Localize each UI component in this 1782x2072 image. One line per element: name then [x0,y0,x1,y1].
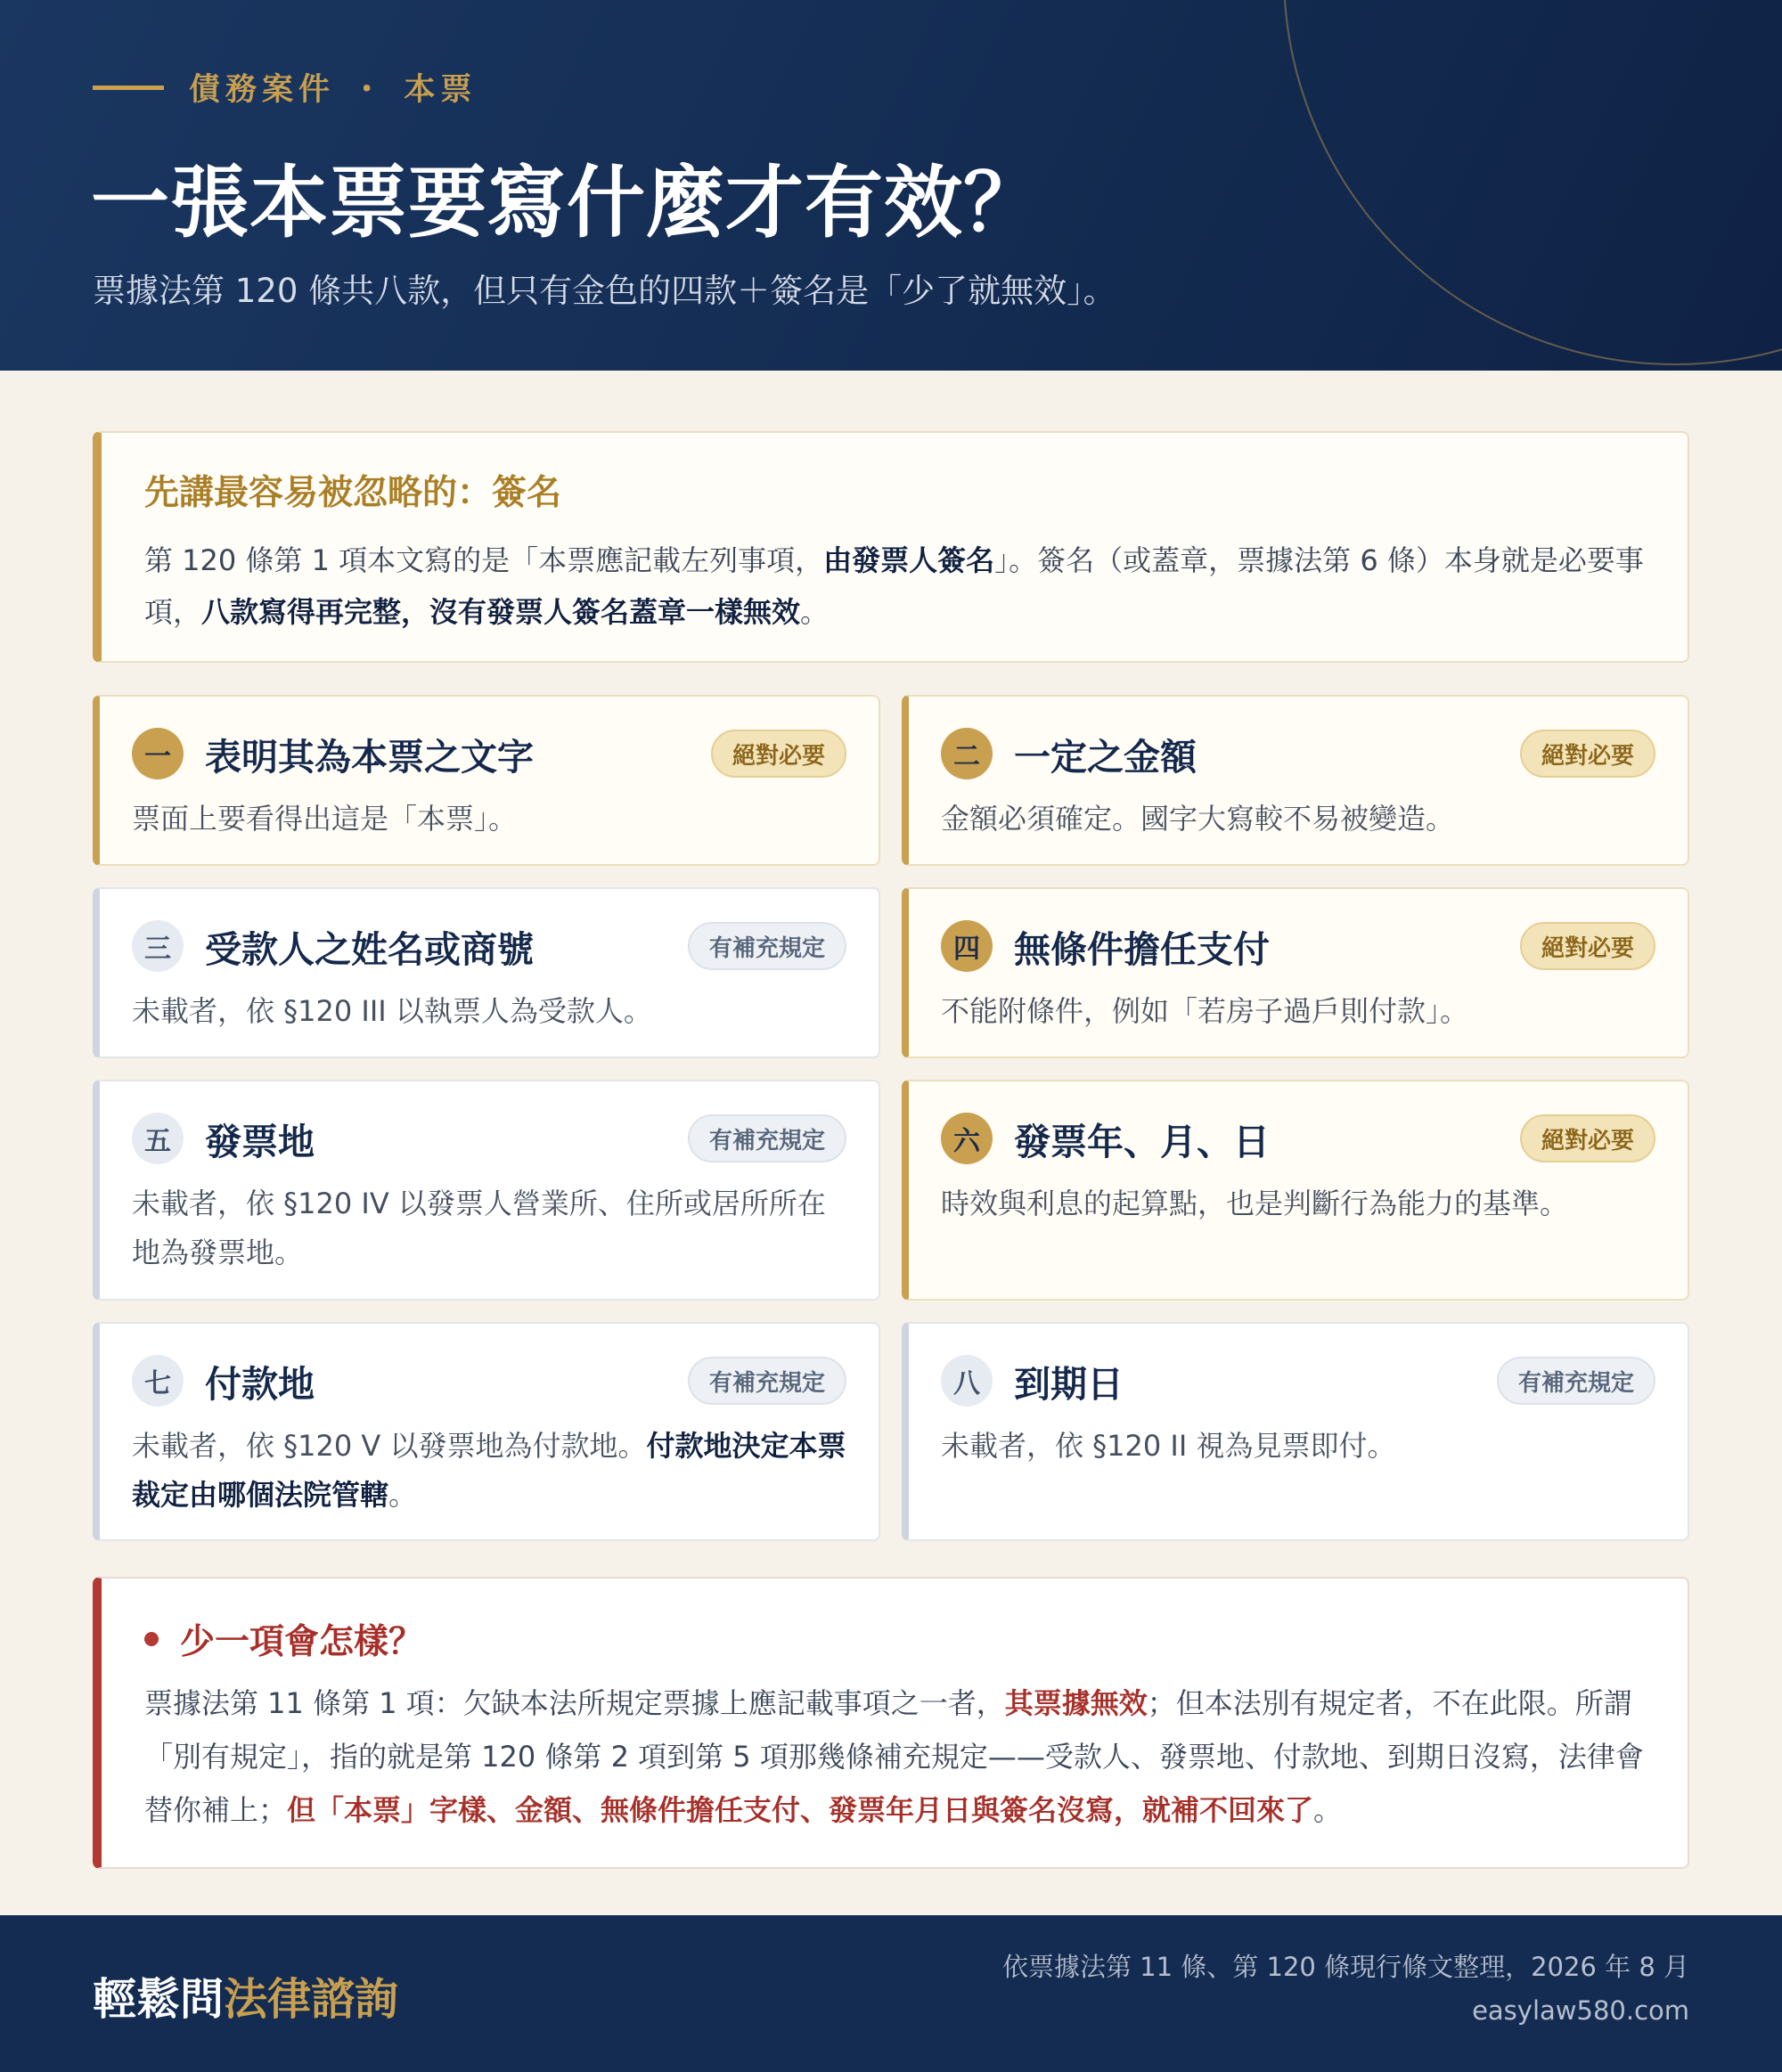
item-number: 二 [941,728,993,779]
callout-text-part: 」。簽名（或蓋章，票據法第 6 條）本身就是必要事項， [144,543,1644,629]
callout-bold: 八款寫得再完整，沒有發票人簽名蓋章一樣無效 [201,595,801,629]
brand-name-white: 輕鬆問 [93,1973,225,2025]
item-description [132,1422,846,1520]
item-desc-text: 。 [388,1478,418,1512]
item-description [941,987,1655,1036]
item-number: 一 [132,728,184,779]
status-badge: 有補充規定 [688,922,846,970]
item-description [132,795,846,844]
kicker [93,68,477,107]
item-number: 六 [941,1113,993,1164]
source-note: 依票據法第 11 條、第 120 條現行條文整理，2026 年 8 月 [1001,1952,1689,1982]
item-description [941,1422,1655,1471]
item-desc-text: 不能附條件，例如「若房子過戶則付款」。 [941,994,1469,1028]
item-desc-text: 未載者，依 §120 V 以發票地為付款地。 [132,1429,647,1463]
item-title: 表明其為本票之文字 [205,735,534,779]
item-card-4 [902,887,1689,1058]
item-number: 三 [132,920,184,972]
warning-title [144,1614,1645,1664]
item-description [132,987,846,1036]
brand-name-gold: 法律諮詢 [224,1973,399,2025]
warning-text-part: 票據法第 11 條第 1 項：欠缺本法所規定票據上應記載事項之一者， [144,1686,1005,1720]
signature-callout [93,431,1689,663]
item-card-8 [902,1322,1689,1541]
decorative-arc [1283,0,1782,365]
website-link[interactable]: easylaw580.com [1472,1995,1689,2026]
item-desc-text: 未載者，依 §120 III 以執票人為受款人。 [132,994,652,1028]
status-badge: 有補充規定 [1497,1357,1655,1405]
warning-highlight: 但「本票」字樣、金額、無條件擔任支付、發票年月日與簽名沒寫，就補不回來了 [287,1793,1314,1827]
item-card-3 [93,887,880,1058]
status-badge: 絕對必要 [711,730,846,778]
item-number: 七 [132,1355,184,1407]
status-badge: 有補充規定 [688,1357,846,1405]
item-title: 受款人之姓名或商號 [205,927,534,971]
bullet-dot-icon [144,1632,159,1646]
warning-highlight: 其票據無效 [1004,1686,1148,1720]
item-number: 五 [132,1113,184,1164]
callout-text-part: 第 120 條第 1 項本文寫的是「本票應記載左列事項， [144,543,824,577]
item-title: 無條件擔任支付 [1014,927,1270,971]
item-title: 發票地 [205,1120,315,1163]
item-desc-text: 未載者，依 §120 IV 以發票人營業所、住所或居所所在地為發票地。 [132,1187,826,1269]
item-title: 付款地 [205,1362,315,1406]
item-description [941,1179,1655,1228]
kicker-label: 債務案件 ・ 本票 [189,72,478,108]
kicker-line [93,86,164,90]
warning-title-text: 少一項會怎樣？ [180,1622,424,1662]
brand-logo [93,1965,398,2027]
item-number: 八 [941,1355,993,1407]
item-card-7 [93,1322,880,1541]
page-subtitle: 票據法第 120 條共八款，但只有金色的四款＋簽名是「少了就無效」。 [93,272,1116,310]
item-desc-bold: 付款地決定本票裁定由哪個法院管轄 [132,1429,846,1512]
warning-box [93,1577,1689,1869]
item-card-2 [902,695,1689,866]
warning-text-part: 。 [1313,1793,1343,1827]
item-card-5 [93,1080,880,1301]
callout-text-part: 。 [800,595,830,629]
item-card-1 [93,695,880,866]
item-desc-text: 時效與利息的起算點，也是判斷行為能力的基準。 [941,1187,1569,1220]
item-card-6 [902,1080,1689,1301]
item-title: 一定之金額 [1014,735,1197,779]
item-title: 到期日 [1014,1362,1124,1406]
item-desc-text: 金額必須確定。國字大寫較不易被變造。 [941,802,1455,836]
footer [0,1915,1782,2072]
warning-text-part: ；但本法別有規定者，不在此限。所謂「別有規定」，指的就是第 120 條第 2 項到第 5 項那幾條補充規定——受款人、發票地、付款地、到期日沒寫，法律會替你補上； [144,1686,1644,1827]
item-desc-text: 票面上要看得出這是「本票」。 [132,802,518,836]
item-description [132,1179,846,1277]
item-desc-text: 未載者，依 §120 II 視為見票即付。 [941,1429,1396,1463]
status-badge: 絕對必要 [1520,922,1655,970]
page-title: 一張本票要寫什麼才有效？ [91,156,1043,249]
status-badge: 絕對必要 [1520,730,1655,778]
callout-bold: 由發票人簽名 [823,543,995,577]
callout-title: 先講最容易被忽略的：簽名 [144,473,562,513]
item-number: 四 [941,920,993,972]
item-title: 發票年、月、日 [1014,1120,1270,1163]
item-description [941,795,1655,844]
status-badge: 有補充規定 [688,1114,846,1162]
header-banner [0,0,1782,371]
callout-text [144,534,1645,638]
warning-text [144,1676,1645,1837]
status-badge: 絕對必要 [1520,1114,1655,1162]
